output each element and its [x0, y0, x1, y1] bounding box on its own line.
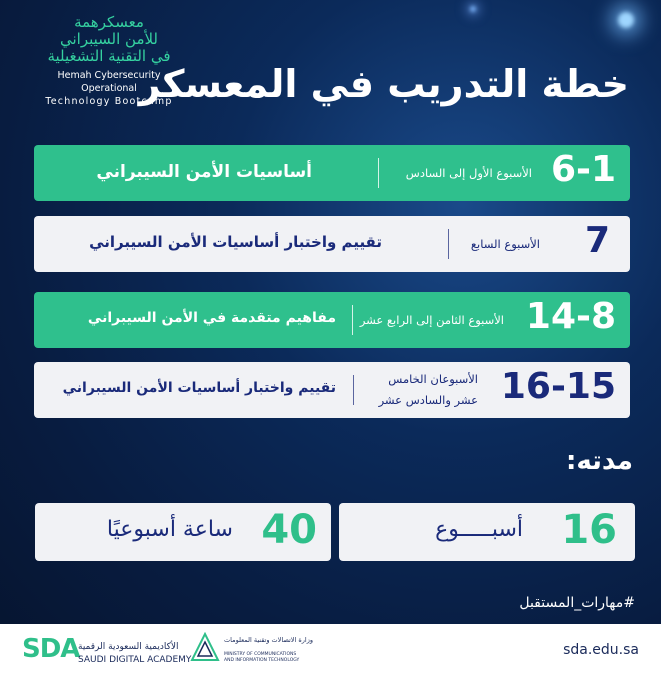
- plan-topic: مفاهيم متقدمة في الأمن السيبراني: [87, 310, 336, 326]
- plan-weeks-number: 7: [584, 220, 610, 261]
- plan-topic: تقييم واختبار أساسيات الأمن السيبراني: [89, 233, 382, 251]
- plan-week-range: الأسبوع الثامن إلى الرابع عشر: [359, 313, 504, 327]
- weeks-label: أسبـــــوع: [435, 517, 523, 542]
- logo-ar-line2: للأمن السيبراني: [59, 30, 159, 48]
- sda-arabic-name: الأكاديمية السعودية الرقمية: [78, 642, 179, 652]
- plan-weeks-number: 14-8: [525, 296, 616, 337]
- website-link[interactable]: sda.edu.sa: [563, 642, 639, 658]
- mcit-emblem-icon: [190, 632, 220, 666]
- mcit-english-line1: MINISTRY OF COMMUNICATIONS: [224, 652, 297, 657]
- footer: [0, 624, 661, 680]
- plan-topic: تقييم واختبار أساسيات الأمن السيبراني: [62, 380, 336, 396]
- hours-value: 40: [261, 507, 317, 553]
- divider: [353, 375, 354, 405]
- mcit-arabic-name: وزارة الاتصالات وتقنية المعلومات: [224, 636, 314, 644]
- plan-row: [34, 216, 630, 272]
- plan-weeks-number: 6-1: [550, 149, 616, 190]
- duration-weeks-box: [339, 503, 635, 561]
- logo-en-line1: Hemah Cybersecurity Operational: [57, 70, 161, 94]
- divider: [378, 158, 379, 188]
- duration-title: مدته:: [565, 446, 633, 476]
- mcit-english-name: [224, 652, 299, 664]
- logo-en-line2: Technology Bootcamp: [45, 96, 173, 107]
- plan-week-range: الأسبوع السابع: [470, 237, 540, 251]
- hashtag: #مهارات_المستقبل: [519, 595, 635, 611]
- page-title: خطة التدريب في المعسكر: [138, 62, 629, 106]
- plan-week-range: الأسبوع الأول إلى السادس: [405, 166, 532, 180]
- sda-logo: [22, 634, 192, 665]
- sda-english-name: SAUDI DIGITAL ACADEMY: [78, 655, 192, 665]
- glow-light: [470, 6, 476, 12]
- plan-week-range-line2: عشر والسادس عشر: [378, 393, 478, 407]
- hours-label: ساعة أسبوعيًا: [106, 517, 233, 542]
- mcit-english-line2: AND INFORMATION TECHNOLOGY: [224, 658, 300, 663]
- plan-topic: أساسيات الأمن السيبراني: [96, 162, 312, 182]
- sda-mark: SDA: [22, 634, 80, 664]
- mcit-logo: [190, 632, 314, 670]
- plan-row: [34, 145, 630, 201]
- plan-row: [34, 292, 630, 348]
- glow-light: [618, 12, 634, 28]
- weeks-value: 16: [561, 507, 617, 553]
- duration-hours-box: [35, 503, 331, 561]
- plan-row: [34, 362, 630, 418]
- plan-week-range-line1: الأسبوعان الخامس: [388, 372, 478, 386]
- plan-weeks-number: 16-15: [500, 366, 616, 407]
- logo-ar-line1: معسكرهمة: [74, 13, 144, 31]
- divider: [448, 229, 449, 259]
- divider: [352, 305, 353, 335]
- logo-ar-line3: في التقنية التشغيلية: [47, 47, 171, 65]
